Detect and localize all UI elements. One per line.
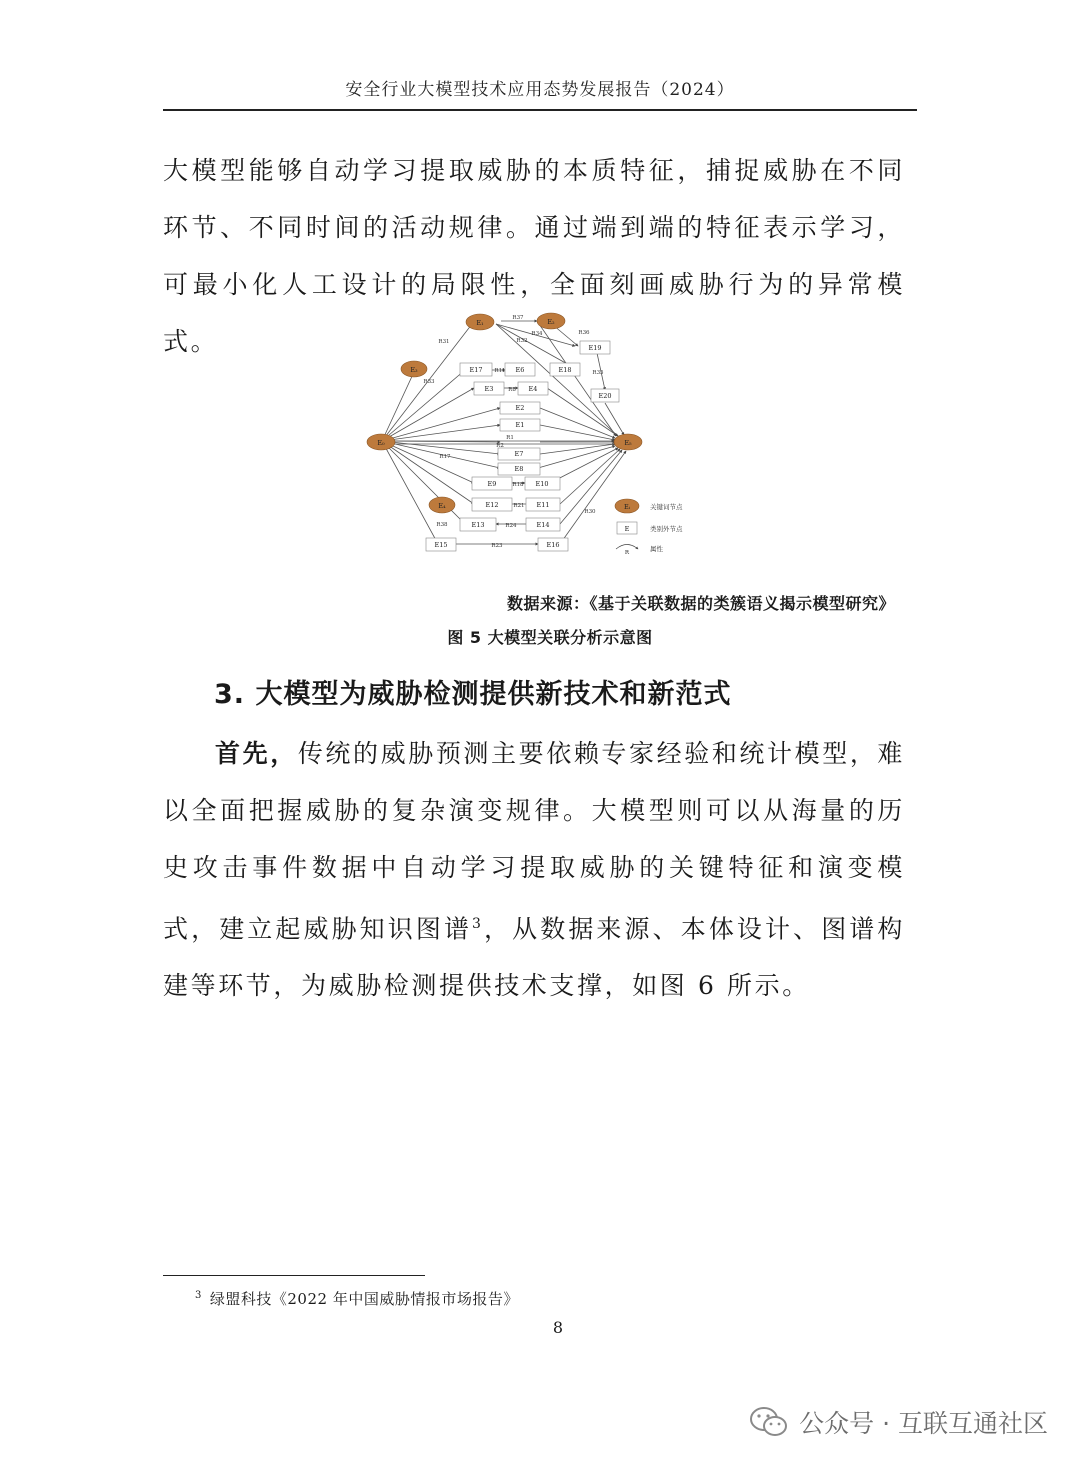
intro-paragraph: 大模型能够自动学习提取威胁的本质特征，捕捉威胁在不同环节、不同时间的活动规律。通过端到端的特征表示学习，可最小化人工设计的局限性，全面刻画威胁行为的异常模式。 [163, 156, 905, 356]
footnote-number: 3 [195, 1290, 202, 1301]
page-number: 8 [552, 1318, 564, 1337]
node-key-left: E₀ [377, 439, 385, 447]
edge-label-r17: R17 [439, 454, 451, 460]
node-key-top1: E₁ [476, 319, 484, 327]
edge-label-r36: R36 [578, 330, 590, 336]
node-e15: E15 [434, 541, 448, 549]
watermark [749, 1404, 1048, 1440]
section-heading: 3. 大模型为威胁检测提供新技术和新范式 [214, 679, 732, 710]
paragraph-text-2: ，从数据来源、本体设计、图谱构建等环节，为威胁检测提供技术支撑，如图 6 所示。 [163, 914, 905, 1001]
node-e8: E8 [514, 465, 524, 473]
edge-label-r18: R18 [512, 482, 524, 488]
legend-key-node-symbol: Eᵢ [623, 503, 631, 511]
legend-attribute: 属性 [650, 545, 663, 553]
wechat-icon [749, 1405, 789, 1439]
edge-label-r31: R31 [438, 339, 450, 345]
legend-other-node-symbol: E [624, 525, 630, 533]
node-e6: E6 [515, 366, 525, 374]
running-header: 安全行业大模型技术应用态势发展报告（2024） [345, 80, 735, 100]
edge-label-r23: R23 [491, 543, 503, 549]
node-e13: E13 [471, 521, 485, 529]
edge-label-r2: R2 [496, 443, 504, 449]
node-key-mid: E₃ [410, 366, 418, 374]
paragraph-lead: 首先， [215, 739, 298, 768]
node-e17: E17 [469, 366, 483, 374]
node-e12: E12 [485, 501, 499, 509]
node-e1: E1 [515, 421, 525, 429]
watermark-text: 公众号 · 互联互通社区 [799, 1409, 1048, 1438]
node-e4: E4 [528, 385, 538, 393]
node-e18: E18 [558, 366, 572, 374]
node-key-right: E₅ [624, 439, 632, 447]
node-key-bottom: E₄ [438, 502, 446, 510]
paragraph-text-1: 传统的威胁预测主要依赖专家经验和统计模型，难以全面把握威胁的复杂演变规律。大模型则可以从海量的历史攻击事件数据中自动学习提取威胁的关键特征和演变模式，建立起威胁知识图谱 [163, 739, 906, 944]
node-e2: E2 [515, 404, 525, 412]
node-e11: E11 [536, 501, 550, 509]
edge-label-r11: R11 [494, 368, 506, 374]
figure-source: 数据来源：《基于关联数据的类簇语义揭示模型研究》 [506, 594, 895, 613]
diagram-legend [615, 499, 683, 556]
edge-label-r21: R21 [513, 503, 525, 509]
node-e3: E3 [484, 385, 494, 393]
legend-key-node: 关键词节点 [650, 503, 683, 511]
header-rule [163, 109, 917, 111]
node-e19: E19 [588, 344, 602, 352]
node-e7: E7 [514, 450, 524, 458]
node-e14: E14 [536, 521, 550, 529]
edge-label-r38: R38 [436, 522, 448, 528]
node-key-top2: E₂ [547, 318, 555, 326]
edge-label-r30: R30 [584, 509, 596, 515]
footnote-rule [163, 1275, 425, 1276]
footnote-text: 绿盟科技《2022 年中国威胁情报市场报告》 [209, 1290, 519, 1308]
node-e20: E20 [598, 392, 612, 400]
footnote [195, 1288, 519, 1309]
node-e10: E10 [535, 480, 549, 488]
footnote-ref[interactable]: 3 [472, 916, 484, 932]
edge-label-r33: R33 [423, 379, 435, 385]
legend-other-node: 类别外节点 [650, 525, 683, 533]
edge-label-r37: R37 [512, 315, 524, 321]
node-e9: E9 [487, 480, 497, 488]
legend-attribute-symbol: R [624, 550, 630, 556]
edge-label-r24: R24 [505, 523, 517, 529]
edge-label-r32: R32 [516, 338, 528, 344]
figure-caption: 图 5 大模型关联分析示意图 [447, 628, 653, 647]
edge-label-r35: R35 [592, 370, 604, 376]
edge-label-r34: R34 [531, 331, 543, 337]
node-e16: E16 [546, 541, 560, 549]
body-paragraph [163, 725, 905, 1014]
edge-label-r1: R1 [506, 435, 514, 441]
association-diagram [360, 308, 712, 570]
edge-label-r8: R8 [508, 387, 516, 393]
